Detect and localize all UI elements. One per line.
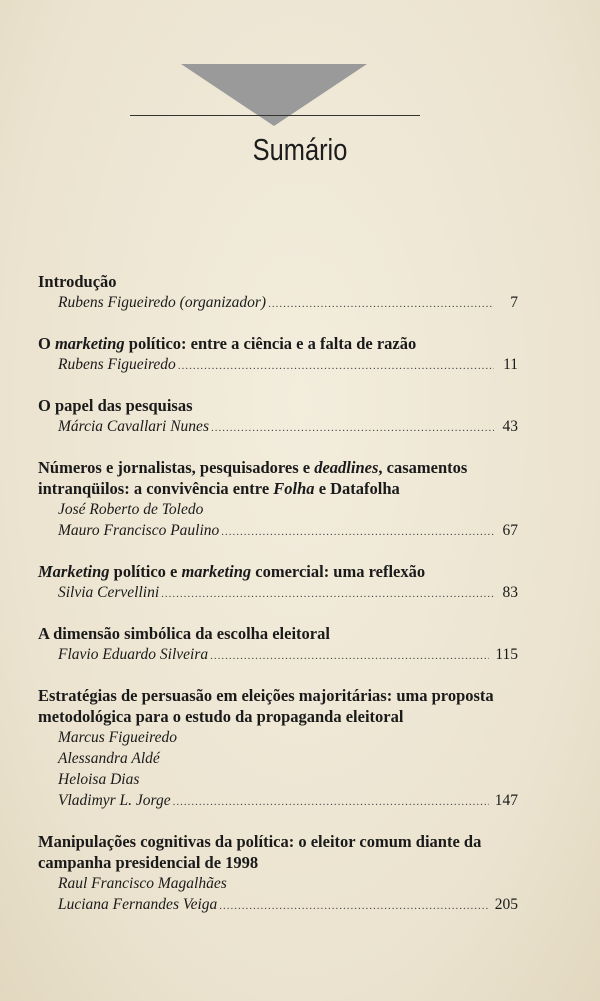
dot-leader	[178, 356, 494, 377]
chapter-title-part: deadlines	[314, 458, 379, 477]
author-name: Mauro Francisco Paulino	[58, 522, 220, 539]
author-line	[38, 894, 518, 917]
dot-leader	[219, 896, 488, 917]
page-number: 7	[510, 294, 518, 311]
chapter-title-part: A dimensão simbólica da escolha eleitoral	[38, 624, 330, 643]
toc-entry	[38, 685, 518, 813]
author-line	[38, 790, 518, 813]
toc-entry	[38, 271, 518, 315]
page-number: 11	[503, 356, 518, 373]
author-line	[38, 873, 518, 894]
author-line	[38, 499, 518, 520]
author-line	[38, 292, 518, 315]
chapter-title-part: Estratégias de persuasão em eleições majoritárias: uma proposta metodológica para o estudo da propaganda eleitoral	[38, 686, 494, 726]
toc-entry	[38, 333, 518, 377]
chapter-title	[38, 395, 518, 416]
author-line	[38, 520, 518, 543]
chapter-title	[38, 623, 518, 644]
author-line	[38, 644, 518, 667]
dot-leader	[210, 646, 489, 667]
chapter-title	[38, 457, 518, 499]
author-line	[38, 727, 518, 748]
chapter-title	[38, 561, 518, 582]
chapter-title-part: O	[38, 334, 55, 353]
chapter-title	[38, 333, 518, 354]
author-line	[38, 769, 518, 790]
toc-entry	[38, 395, 518, 439]
page-number: 83	[502, 584, 518, 601]
author-name: Raul Francisco Magalhães	[58, 875, 227, 892]
dot-leader	[211, 418, 494, 439]
page-number: 147	[494, 792, 518, 809]
chapter-title-part: , casamentos intranqüilos: a convivência entre	[38, 458, 468, 498]
author-name: Heloisa Dias	[58, 771, 140, 788]
dot-leader	[221, 522, 494, 543]
author-line	[38, 354, 518, 377]
table-of-contents	[38, 271, 518, 935]
author-name: Flavio Eduardo Silveira	[58, 646, 209, 663]
author-name: Silvia Cervellini	[58, 584, 160, 601]
chapter-title-part: marketing	[181, 562, 252, 581]
chapter-title	[38, 271, 518, 292]
chapter-title-part: O papel das pesquisas	[38, 396, 193, 415]
author-name: Rubens Figueiredo (organizador)	[58, 294, 267, 311]
triangle-ornament-icon	[181, 64, 367, 126]
divider	[130, 115, 420, 116]
chapter-title-part: político e	[109, 562, 182, 581]
dot-leader	[173, 792, 489, 813]
page-number: 43	[502, 418, 518, 435]
author-line	[38, 416, 518, 439]
dot-leader	[268, 294, 494, 315]
chapter-title-part: marketing	[54, 334, 125, 353]
toc-entry	[38, 831, 518, 917]
chapter-title-part: e Datafolha	[314, 479, 400, 498]
author-name: Vladimyr L. Jorge	[58, 792, 171, 809]
toc-entry	[38, 457, 518, 543]
author-name: Alessandra Aldé	[58, 750, 160, 767]
page-number: 205	[494, 896, 518, 913]
chapter-title	[38, 831, 518, 873]
chapter-title-part: político: entre a ciência e a falta de razão	[124, 334, 417, 353]
author-line	[38, 748, 518, 769]
author-name: Marcus Figueiredo	[58, 729, 177, 746]
header	[0, 0, 600, 200]
chapter-title-part: comercial: uma reflexão	[251, 562, 426, 581]
chapter-title-part: Introdução	[38, 272, 117, 291]
page-number: 67	[502, 522, 518, 539]
chapter-title-part: Números e jornalistas, pesquisadores e	[38, 458, 315, 477]
author-name: Luciana Fernandes Veiga	[58, 896, 218, 913]
toc-entry	[38, 623, 518, 667]
dot-leader	[161, 584, 494, 605]
page-number: 115	[495, 646, 518, 663]
chapter-title-part: Manipulações cognitivas da política: o eleitor comum diante da campanha presidencial de 1998	[38, 832, 482, 872]
author-name: Márcia Cavallari Nunes	[58, 418, 209, 435]
chapter-title-part: Marketing	[38, 562, 110, 581]
author-name: Rubens Figueiredo	[58, 356, 176, 373]
chapter-title	[38, 685, 518, 727]
toc-entry	[38, 561, 518, 605]
author-name: José Roberto de Toledo	[58, 501, 204, 518]
page-title: Sumário	[252, 132, 348, 167]
chapter-title-part: Folha	[273, 479, 315, 498]
author-line	[38, 582, 518, 605]
